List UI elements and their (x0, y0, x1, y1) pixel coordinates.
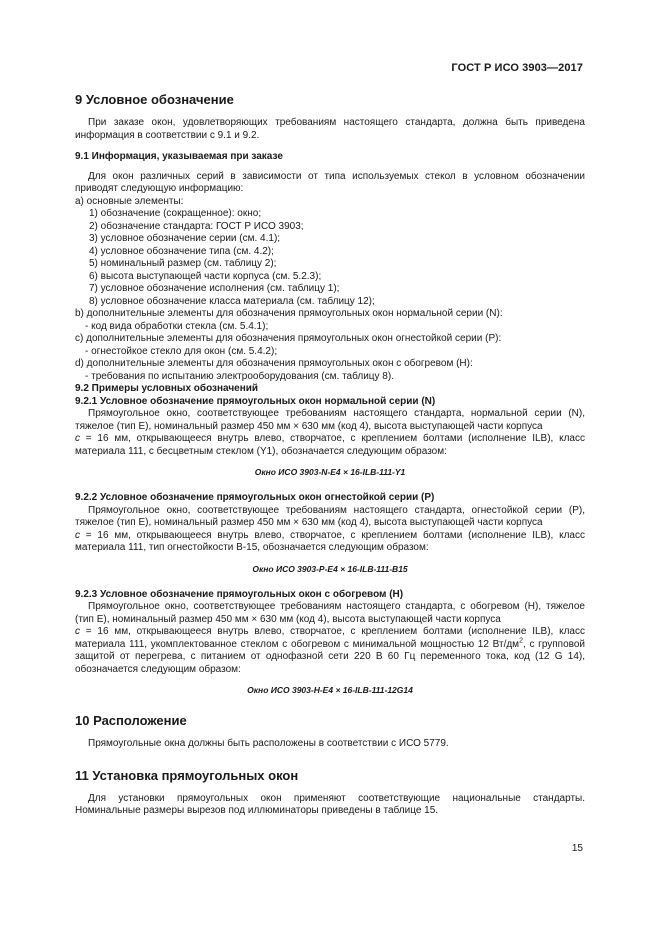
list-item: 8) условное обозначение класса материала (см. таблицу 12); (89, 295, 375, 307)
list-item: 3) условное обозначение серии (см. 4.1); (89, 233, 281, 244)
list-item-c-sub: - огнестойкое стекло для окон (см. 5.4.2); (85, 345, 278, 357)
list-item: 5) номинальный размер (см. таблицу 2); (89, 258, 277, 269)
text-run: Прямоугольное окно, соответствующее требованиям настоящего стандарта, огнестойкой серии (P), тяжелое (тип E), номинальный размер 450 мм × 630 мм (код 4), высота выступающей части корпуса (75, 504, 585, 528)
section-11-text: Для установки прямоугольных окон применяют соответствующие национальные стандарты. Номинальные размеры вырезов под иллюминаторы приведены в таблице 15. (75, 792, 585, 816)
section-9-2-3-text (75, 601, 585, 676)
standard-code: ГОСТ Р ИСО 3903—2017 (451, 62, 583, 74)
section-9-2-1-text (75, 408, 585, 458)
variable-c: c (75, 626, 80, 637)
list-item-d: d) дополнительные элементы для обозначения прямоугольных окон с обогревом (H): (75, 358, 473, 369)
example-designation-n: Окно ИСО 3903-N-E4 × 16-ILB-111-Y1 (254, 467, 406, 477)
section-9-1-intro: Для окон различных серий в зависимости от типа используемых стекол в условном обозначении приводят следующую информацию: (75, 170, 585, 194)
superscript: 2 (519, 637, 523, 645)
list-item: 6) высота выступающей части корпуса (см. 5.2.3); (89, 270, 322, 282)
section-11-title: 11 Установка прямоугольных окон (75, 767, 299, 783)
example-designation-h: Окно ИСО 3903-H-E4 × 16-ILB-111-12G14 (247, 685, 413, 695)
list-a-label: a) основные элементы: (75, 195, 184, 207)
text-run: Прямоугольное окно, соответствующее требованиям настоящего стандарта, с обогревом (H), тяжелое (тип E), номинальный размер 450 мм × 630 мм (код 4), высота выступающей части корпуса (75, 601, 585, 625)
text-run: Прямоугольное окно, соответствующее требованиям настоящего стандарта, нормальной серии (N), тяжелое (тип Е), номинальный размер 450 мм × 630 мм (код 4), высота выступающей части корпуса (75, 408, 585, 432)
list-item-b-sub: - код вида обработки стекла (см. 5.4.1); (85, 320, 269, 332)
variable-c: c (75, 529, 80, 541)
section-9-2-title: 9.2 Примеры условных обозначений (75, 383, 259, 394)
page-number: 15 (571, 843, 583, 854)
list-a-items (75, 208, 585, 308)
text-run: , с групповой защитой от перегрева, с питанием от однофазной сети 220 В 60 Гц переменного тока, код (12 G 14), обозначается следующим образом: (75, 638, 586, 675)
list-item: 2) обозначение стандарта: ГОСТ Р ИСО 3903; (89, 220, 304, 232)
list-item: 1) обозначение (сокращенное): окно; (89, 208, 262, 219)
list-item: 4) условное обозначение типа (см. 4.2); (89, 245, 274, 257)
section-9-1-title: 9.1 Информация, указываемая при заказе (75, 151, 283, 162)
variable-c: c (75, 433, 80, 444)
section-9-2-2-text (75, 505, 585, 555)
document-body (75, 92, 585, 818)
section-9-2-2-title: 9.2.2 Условное обозначение прямоугольных окон огнестойкой серии (P) (75, 492, 435, 503)
section-10-title: 10 Расположение (75, 713, 187, 728)
list-item-d-sub: - требования по испытанию электрооборудования (см. таблицу 8). (85, 370, 394, 382)
example-designation-p: Окно ИСО 3903-P-E4 × 16-ILB-111-B15 (252, 563, 408, 574)
list-item-c: c) дополнительные элементы для обозначения прямоугольных окон огнестойкой серии (P): (75, 333, 502, 344)
text-run: = 16 мм, открывающееся внутрь влево, створчатое, с креплением болтами (исполнение ILB), класс материала 111, с бесцветным стеклом (Y1), обозначается следующим образом: (75, 433, 585, 457)
text-run: = 16 мм, открывающееся внутрь влево, створчатое, с креплением болтами (исполнение ILB), класс материала 111, укомплектованное стеклом с обогревом с минимальной мощностью 12 Вт/дм (75, 626, 585, 650)
section-9-2-1-title: 9.2.1 Условное обозначение прямоугольных окон нормальной серии (N) (75, 395, 436, 407)
list-item-b: b) дополнительные элементы для обозначения прямоугольных окон нормальной серии (N): (75, 308, 503, 319)
list-item-a (75, 196, 585, 209)
section-9-title: 9 Условное обозначение (75, 92, 234, 107)
text-run: = 16 мм, открывающееся внутрь влево, створчатое, с креплением болтами (исполнение ILB), класс материала 111, тип огнестойкости B-15, обозначается следующим образом: (75, 529, 585, 553)
section-9-2-3-title: 9.2.3 Условное обозначение прямоугольных окон с обогревом (H) (75, 588, 404, 600)
section-9-intro: При заказе окон, удовлетворяющих требованиям настоящего стандарта, должна быть приведена информация в соответствии с 9.1 и 9.2. (75, 117, 585, 141)
list-item: 7) условное обозначение исполнения (см. таблицу 1); (89, 283, 340, 294)
section-10-text: Прямоугольные окна должны быть расположены в соответствии с ИСО 5779. (88, 738, 449, 749)
